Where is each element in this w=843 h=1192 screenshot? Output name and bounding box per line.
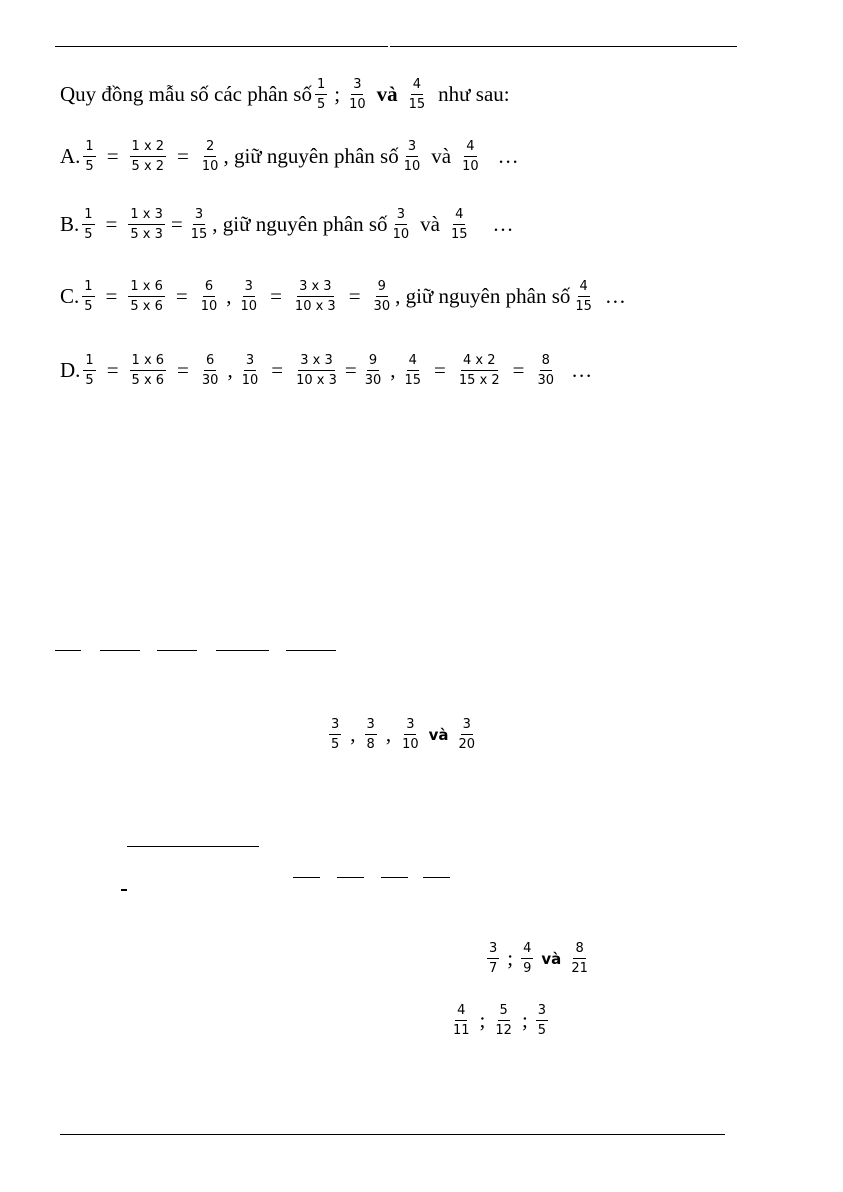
fraction: $\frac{1}{5}$ <box>316 77 326 112</box>
fraction: $\frac{4}{15}$ <box>450 207 468 242</box>
comma: , <box>385 722 392 746</box>
conjunction: và <box>428 725 449 744</box>
equals-sign: = <box>344 358 357 382</box>
option-label: C. <box>60 284 80 308</box>
fraction: $\frac{9}{30}$ <box>364 353 382 388</box>
fraction: $\frac{3 x 3}{10 x 3}$ <box>294 279 336 314</box>
option-d[interactable] <box>60 354 592 387</box>
fraction: $\frac{3}{10}$ <box>402 717 419 752</box>
fraction: $\frac{1}{5}$ <box>85 353 94 388</box>
option-label: D. <box>60 358 81 382</box>
fraction: $\frac{1 x 2}{5 x 2}$ <box>131 139 165 174</box>
fraction-bar-fragment <box>216 650 269 651</box>
fraction: $\frac{1 x 6}{5 x 6}$ <box>130 279 163 314</box>
fraction: $\frac{9}{30}$ <box>373 279 391 314</box>
question-suffix: như sau: <box>438 82 510 106</box>
ellipsis: … <box>604 284 626 308</box>
fraction: $\frac{4}{10}$ <box>462 139 479 174</box>
fraction: $\frac{1}{5}$ <box>85 139 94 174</box>
comma: , <box>226 284 232 308</box>
fraction-bar-fragment <box>157 650 197 651</box>
equals-sign: = <box>271 358 284 382</box>
equals-sign: = <box>106 358 119 382</box>
fraction: $\frac{8}{21}$ <box>571 941 588 976</box>
equals-sign: = <box>105 212 118 236</box>
fraction-bar-fragment <box>423 877 450 878</box>
equals-sign: = <box>434 358 446 382</box>
fraction-bar-fragment <box>100 650 140 651</box>
fraction: $\frac{4}{15}$ <box>408 77 426 112</box>
equals-sign: = <box>270 284 282 308</box>
fraction: $\frac{3}{7}$ <box>489 941 498 976</box>
equals-sign: = <box>177 144 189 168</box>
fraction: $\frac{3}{10}$ <box>403 139 421 174</box>
equals-sign: = <box>105 284 118 308</box>
fraction-group-3 <box>484 942 593 975</box>
ellipsis: … <box>497 144 519 168</box>
fraction: $\frac{4}{9}$ <box>523 941 532 976</box>
conjunction: và <box>420 212 440 236</box>
comma: , <box>227 358 233 382</box>
fraction: $\frac{4}{15}$ <box>575 279 592 314</box>
footer-rule <box>60 1134 725 1135</box>
equals-sign: = <box>170 212 183 236</box>
fraction: $\frac{1 x 6}{5 x 6}$ <box>131 353 165 388</box>
fraction: $\frac{4}{11}$ <box>453 1003 470 1038</box>
fraction: $\frac{3}{10}$ <box>241 353 259 388</box>
fraction-bar-fragment <box>127 846 259 847</box>
option-text: , giữ nguyên phân số <box>212 212 388 236</box>
conjunction: và <box>541 949 562 968</box>
option-c[interactable] <box>60 280 626 313</box>
fraction: $\frac{6}{10}$ <box>200 279 218 314</box>
separator: ; <box>521 1008 528 1032</box>
fraction-bar-fragment <box>121 889 127 891</box>
fraction: $\frac{5}{12}$ <box>495 1003 512 1038</box>
fraction: $\frac{1}{5}$ <box>84 279 93 314</box>
equals-sign: = <box>512 358 525 382</box>
fraction: $\frac{4 x 2}{15 x 2}$ <box>458 353 500 388</box>
fraction: $\frac{4}{15}$ <box>404 353 422 388</box>
fraction: $\frac{3}{10}$ <box>392 207 410 242</box>
option-a[interactable] <box>60 140 519 173</box>
conjunction: và <box>431 144 452 168</box>
fraction-group-2 <box>326 718 480 751</box>
fraction: $\frac{1 x 3}{5 x 3}$ <box>130 207 163 242</box>
option-label: B. <box>60 212 80 236</box>
fraction: $\frac{3}{5}$ <box>331 717 340 752</box>
fraction-bar-fragment <box>381 877 408 878</box>
fraction: $\frac{3 x 3}{10 x 3}$ <box>296 353 337 388</box>
comma: , <box>350 722 356 746</box>
fraction: $\frac{3}{5}$ <box>537 1003 547 1038</box>
conjunction: và <box>376 82 398 106</box>
ellipsis: … <box>492 212 514 236</box>
separator: ; <box>507 946 514 970</box>
ellipsis: … <box>571 358 593 382</box>
header-rule-left <box>55 46 388 47</box>
fraction: $\frac{3}{10}$ <box>240 279 258 314</box>
fraction: $\frac{3}{10}$ <box>349 77 366 112</box>
fraction: $\frac{2}{10}$ <box>201 139 219 174</box>
fraction-bar-fragment <box>55 650 81 651</box>
fraction: $\frac{1}{5}$ <box>84 207 93 242</box>
equals-sign: = <box>175 284 188 308</box>
separator: ; <box>479 1008 486 1032</box>
fraction-bar-fragment <box>337 877 364 878</box>
separator: ; <box>334 82 341 106</box>
fraction: $\frac{3}{20}$ <box>458 717 476 752</box>
option-text: , giữ nguyên phân số <box>223 144 399 168</box>
option-b[interactable] <box>60 208 513 241</box>
fraction: $\frac{6}{30}$ <box>201 353 219 388</box>
question-prefix: Quy đồng mẫu số các phân số <box>60 82 312 106</box>
fraction-bar-fragment <box>293 877 320 878</box>
fraction-bar-fragment <box>286 650 336 651</box>
option-label: A. <box>60 144 81 168</box>
fraction: $\frac{3}{15}$ <box>190 207 208 242</box>
fraction: $\frac{8}{30}$ <box>537 353 555 388</box>
fraction-group-4 <box>448 1004 551 1037</box>
comma: , <box>390 358 396 382</box>
header-rule-right <box>390 46 737 47</box>
equals-sign: = <box>348 284 361 308</box>
question-line <box>60 78 510 111</box>
option-text: , giữ nguyên phân số <box>395 284 571 308</box>
fraction: $\frac{3}{8}$ <box>366 717 375 752</box>
equals-sign: = <box>106 144 119 168</box>
equals-sign: = <box>177 358 189 382</box>
